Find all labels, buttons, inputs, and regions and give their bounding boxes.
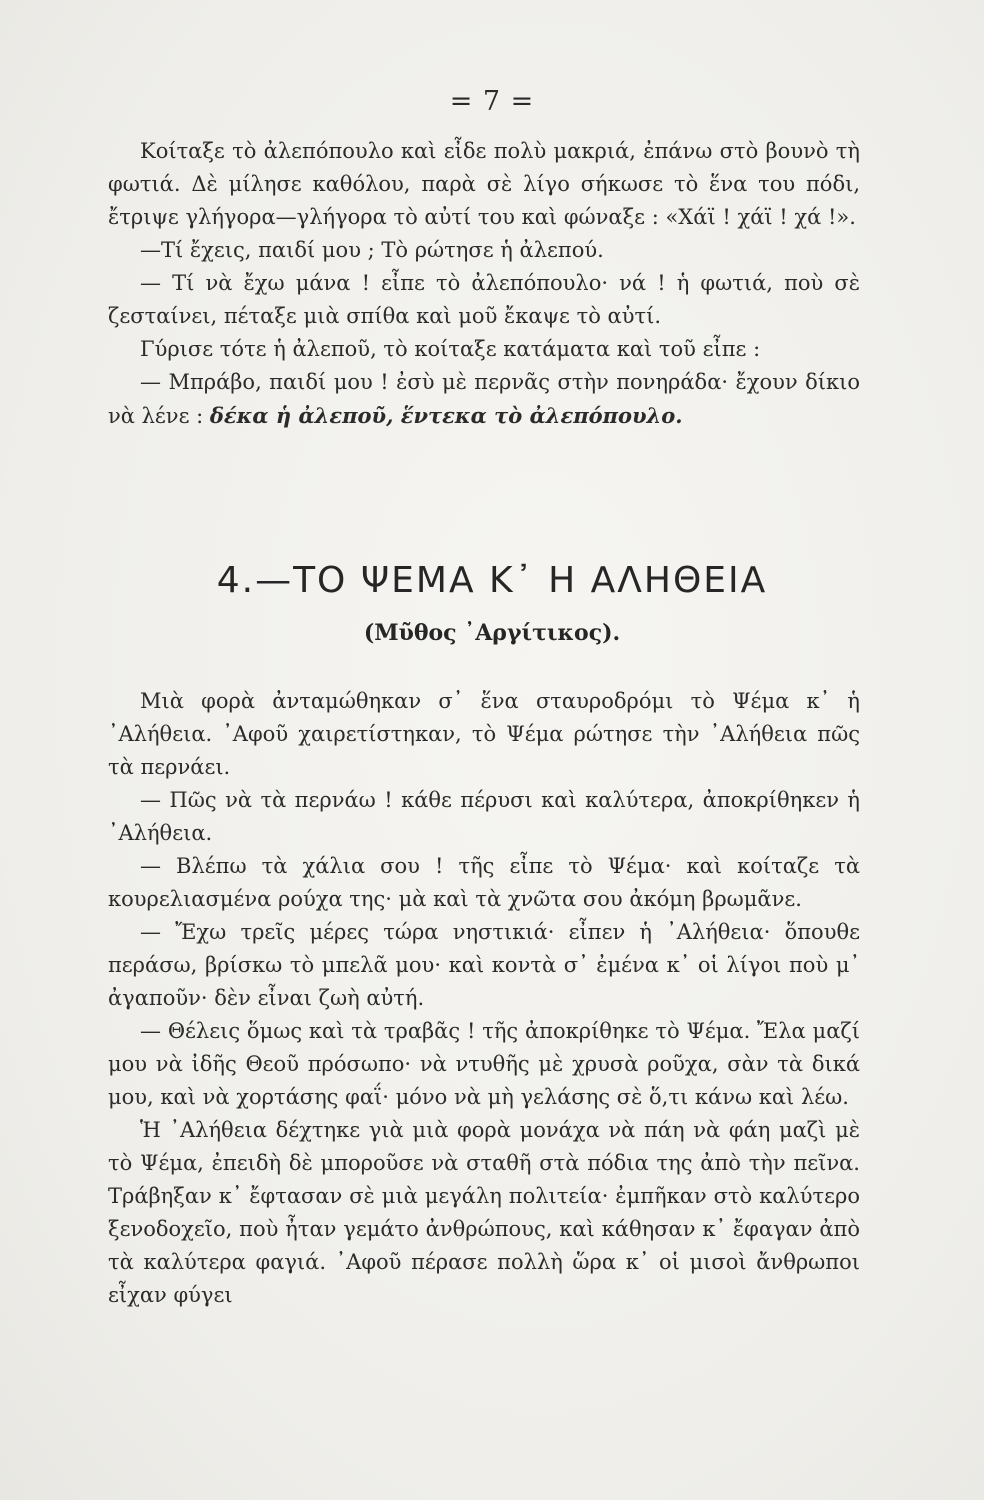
story-fox-text — [108, 135, 860, 433]
proverb-text: δέκα ἡ ἀλεποῦ, ἕντεκα τὸ ἀλεπόπουλο. — [209, 403, 683, 428]
paragraph: — Ἔχω τρεῖς μέρες τώρα νηστικιά· εἶπεν ἡ ᾽Αλήθεια· ὅπουθε περάσω, βρίσκω τὸ μπελᾶ μου· καὶ κοντὰ σ᾽ ἐμένα κ᾽ οἱ λίγοι ποὺ μ᾽ ἀγαποῦν· δὲν εἶναι ζωὴ αὐτή. — [108, 920, 860, 1010]
chapter-subtitle: (Μῦθος ᾽Αργίτικος). — [363, 620, 621, 646]
chapter-title: 4.—ΤΟ ΨΕΜΑ Κ᾽ Η ΑΛΗΘΕΙΑ — [216, 560, 768, 601]
page-number: = 7 = — [449, 86, 535, 117]
story-lie-truth-text — [108, 685, 860, 1312]
paragraph-text: — Μπράβο, παιδί μου ! ἐσὺ μὲ περνᾶς στὴν πονηράδα· ἔχουν δίκιο νὰ λένε : — [108, 370, 860, 428]
paragraph: — Βλέπω τὰ χάλια σου ! τῆς εἶπε τὸ Ψέμα· καὶ κοίταζε τὰ κουρελιασμένα ρούχα της· μὰ καὶ τὰ χνῶτα σου ἀκόμη βρωμᾶνε. — [108, 854, 860, 911]
paragraph: Ἡ ᾽Αλήθεια δέχτηκε γιὰ μιὰ φορὰ μονάχα νὰ πάη νὰ φάη μαζὶ μὲ τὸ Ψέμα, ἐπειδὴ δὲ μποροῦσε νὰ σταθῆ στὰ πόδια της ἀπὸ τὴν πεῖνα. Τράβηξαν κ᾽ ἔφτασαν σὲ μιὰ μεγάλη πολιτεία· ἐμπῆκαν στὸ καλύτερο ξενοδοχεῖο, ποὺ ἦταν γεμάτο ἀνθρώπους, καὶ κάθησαν κ᾽ ἔφαγαν ἀπὸ τὰ καλύτερα φαγιά. ᾽Αφοῦ πέρασε πολλὴ ὥρα κ᾽ οἱ μισοὶ ἄνθρωποι εἶχαν φύγει — [108, 1118, 860, 1307]
paragraph: — Πῶς νὰ τὰ περνάω ! κάθε πέρυσι καὶ καλύτερα, ἀποκρίθηκεν ἡ ᾽Αλήθεια. — [108, 788, 860, 845]
paragraph: Κοίταξε τὸ ἀλεπόπουλο καὶ εἶδε πολὺ μακριά, ἐπάνω στὸ βουνὸ τὴ φωτιά. Δὲ μίλησε καθόλου, παρὰ σὲ λίγο σήκωσε τὸ ἕνα του πόδι, ἔτριψε γλήγορα—γλήγορα τὸ αὐτί του καὶ φώναξε : «Χάϊ ! χάϊ ! χά !». — [108, 139, 860, 229]
paragraph: —Τί ἔχεις, παιδί μου ; Τὸ ρώτησε ἡ ἀλεπού. — [140, 238, 604, 262]
paragraph-with-proverb — [108, 366, 860, 433]
paragraph: Μιὰ φορὰ ἀνταμώθηκαν σ᾽ ἕνα σταυροδρόμι τὸ Ψέμα κ᾽ ἡ ᾽Αλήθεια. ᾽Αφοῦ χαιρετίστηκαν, τὸ Ψέμα ρώτησε τὴν ᾽Αλήθεια πῶς τὰ περνάει. — [108, 689, 860, 779]
paragraph: — Τί νὰ ἔχω μάνα ! εἶπε τὸ ἀλεπόπουλο· νά ! ἡ φωτιά, ποὺ σὲ ζεσταίνει, πέταξε μιὰ σπίθα καὶ μοῦ ἔκαψε τὸ αὐτί. — [108, 271, 860, 328]
paragraph: Γύρισε τότε ἡ ἀλεποῦ, τὸ κοίταξε κατάματα καὶ τοῦ εἶπε : — [140, 337, 761, 361]
paragraph: — Θέλεις ὅμως καὶ τὰ τραβᾶς ! τῆς ἀποκρίθηκε τὸ Ψέμα. Ἔλα μαζί μου νὰ ἰδῆς Θεοῦ πρόσωπο· νὰ ντυθῆς μὲ χρυσὰ ροῦχα, σὰν τὰ δικά μου, καὶ νὰ χορτάσης φαΐ· μόνο νὰ μὴ γελάσης σὲ ὅ,τι κάνω καὶ λέω. — [108, 1019, 860, 1109]
